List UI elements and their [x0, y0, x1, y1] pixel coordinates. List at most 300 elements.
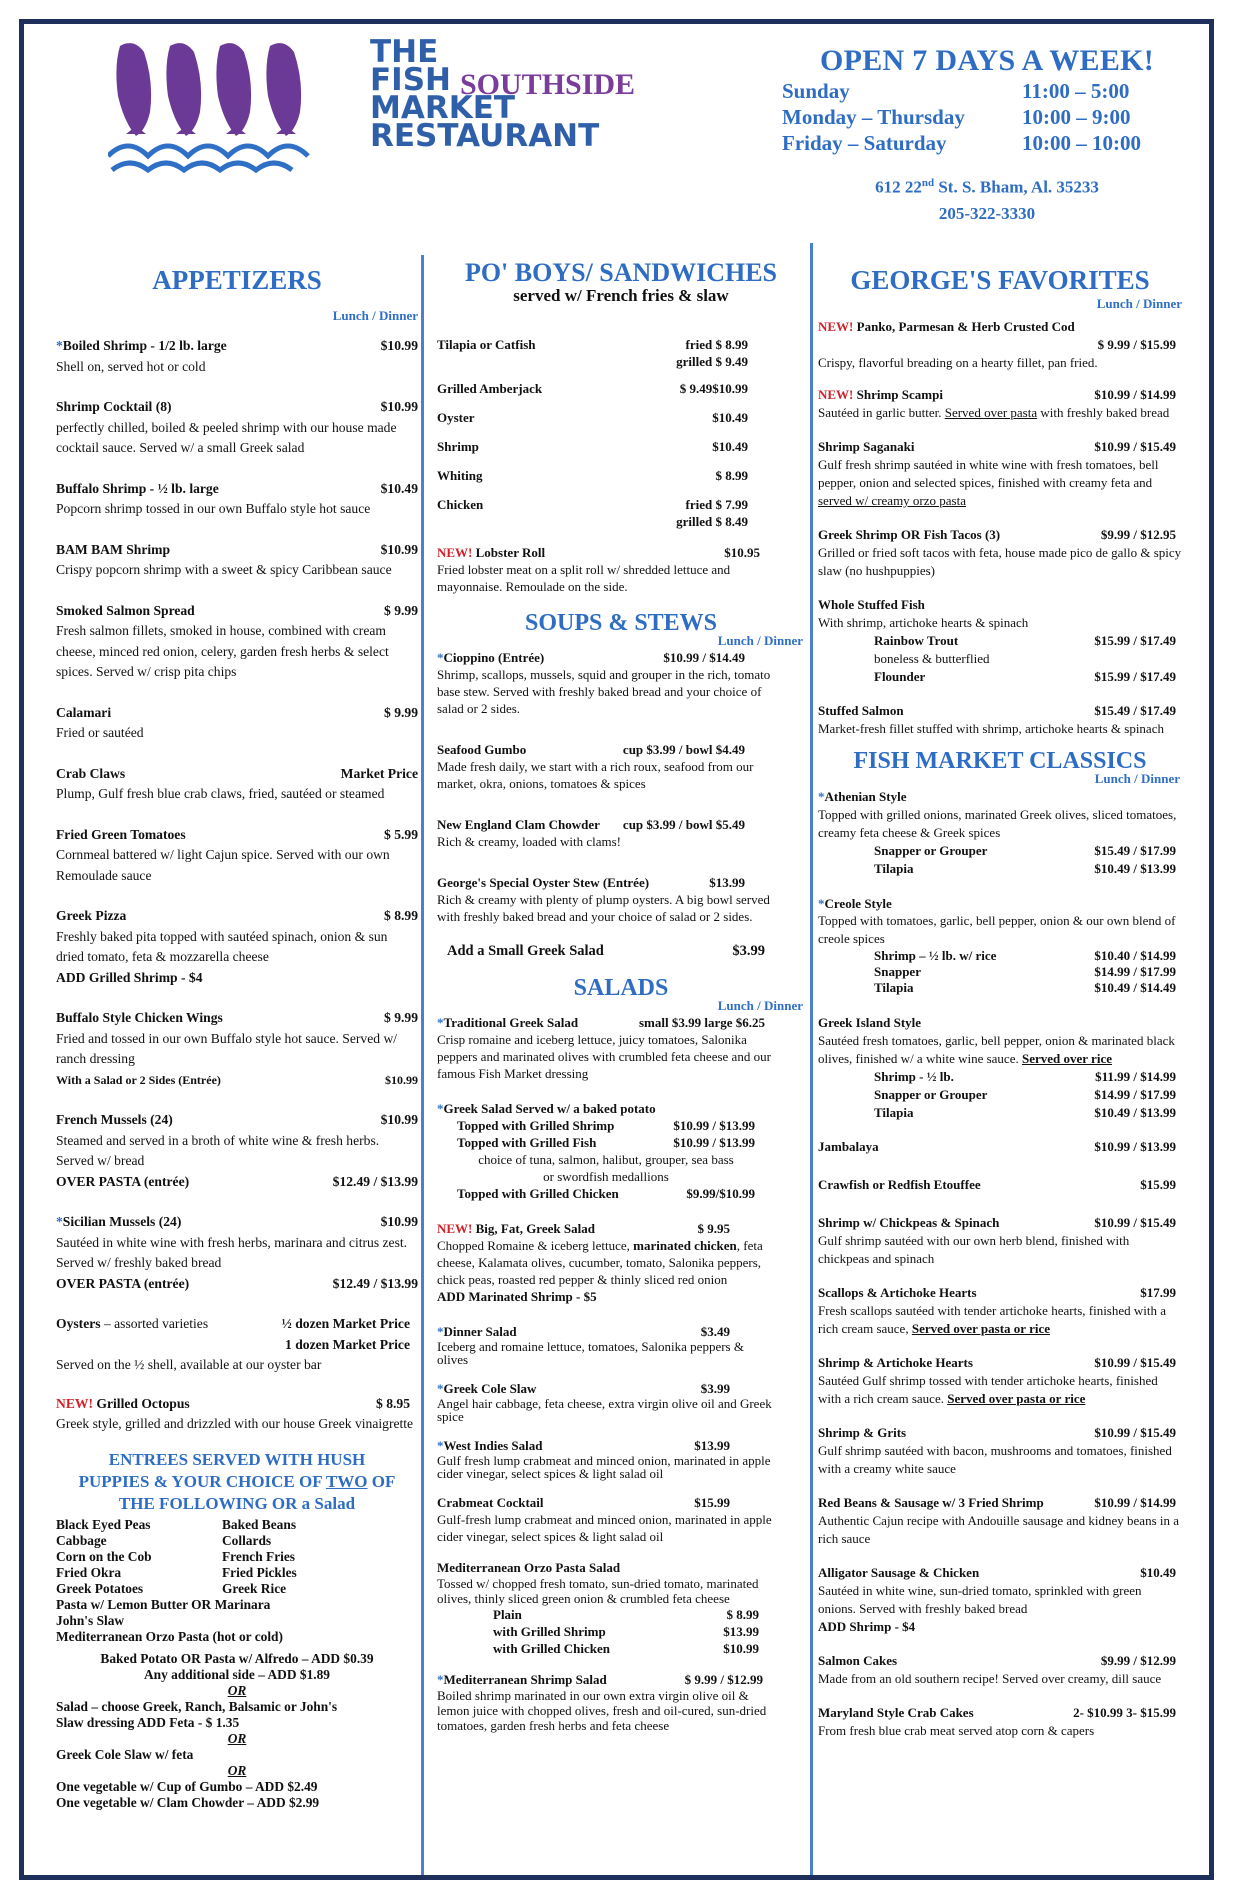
price-row-label: OVER PASTA (entrée): [56, 1173, 190, 1189]
menu-item-header: [56, 906, 418, 927]
menu-item-header: [437, 816, 775, 833]
menu-item-header: [818, 1354, 1182, 1372]
menu-item-header: [818, 1284, 1182, 1302]
menu-item-price: $10.99 / $14.99: [1094, 1495, 1176, 1510]
menu-item-description: Greek style, grilled and drizzled with our house Greek vinaigrette: [56, 1416, 414, 1431]
price-row-label: Tilapia: [874, 861, 914, 876]
menu-item-header: [437, 1323, 775, 1340]
menu-item-description: Fried lobster meat on a split roll w/ shredded lettuce and mayonnaise. Remoulade on the side.: [437, 562, 731, 594]
price-row: [56, 1070, 418, 1091]
price-row-label: with Grilled Shrimp: [493, 1624, 606, 1639]
soups-lunch-dinner: Lunch / Dinner: [717, 633, 803, 648]
poboy-item: [437, 496, 805, 530]
appetizer-item: [56, 703, 418, 744]
star-mark: *: [818, 896, 825, 911]
logo-southside: SOUTHSIDE: [460, 68, 636, 101]
menu-item-header: [818, 1214, 1182, 1232]
classic-item: [818, 1014, 1182, 1122]
menu-item-price: $10.99 / $14.99: [1094, 387, 1176, 402]
menu-item-description: Made from an old southern recipe! Served over creamy, dill sauce: [818, 1671, 1162, 1686]
fish-logo-icon: [108, 38, 358, 188]
menu-item-price-alt: grilled $ 8.49: [676, 514, 748, 529]
menu-item-name: Stuffed Salmon: [818, 703, 904, 718]
menu-item-name: BAM BAM Shrimp: [56, 541, 171, 557]
menu-item-price: $ 8.99: [715, 468, 748, 483]
menu-item-price: $ 9.49$10.99: [679, 381, 748, 396]
menu-item-name: Boiled Shrimp - 1/2 lb. large: [62, 338, 227, 353]
price-row: [56, 1274, 418, 1295]
poboys-subtitle: served w/ French fries & slaw: [513, 286, 729, 305]
menu-item-name: Greek Island Style: [818, 1015, 922, 1030]
appetizer-item: [56, 540, 418, 581]
price-row-label: Plain: [493, 1607, 522, 1622]
menu-item-name: Jambalaya: [818, 1139, 879, 1154]
menu-item-header: [56, 397, 418, 418]
menu-item-price: $10.95: [724, 545, 760, 560]
price-row-price: $14.99 / $17.99: [1094, 1087, 1176, 1102]
menu-item-description: Popcorn shrimp tossed in our own Buffalo style hot sauce: [56, 501, 371, 516]
menu-item-price: small $3.99 large $6.25: [638, 1015, 765, 1030]
poboy-item: [437, 409, 805, 426]
side-item: Baked Beans: [222, 1516, 297, 1532]
highlight: marinated chicken: [633, 1238, 737, 1253]
menu-item-header: [56, 479, 418, 500]
menu-item-header: [818, 1176, 1182, 1194]
addon-line: Greek Cole Slaw w/ feta: [56, 1746, 194, 1762]
menu-item-price: $10.49: [712, 410, 748, 425]
menu-item-name: Whole Stuffed Fish: [818, 597, 925, 612]
classic-item: [818, 1354, 1182, 1408]
price-row-price: $11.99 / $14.99: [1095, 1069, 1176, 1084]
underlined-note: Served over pasta or rice: [911, 1321, 1050, 1336]
price-row-label: Shrimp - ½ lb.: [874, 1069, 954, 1084]
hours-day: Monday – Thursday: [782, 105, 965, 129]
classic-item: [818, 1424, 1182, 1478]
menu-item-description: With shrimp, artichoke hearts & spinach: [818, 615, 1029, 630]
favorite-item: [818, 318, 1182, 372]
price-row-price: $10.99: [723, 1641, 759, 1656]
menu-item-price: $10.99: [380, 1214, 418, 1229]
menu-item-description: Fresh scallops sautéed with tender artichoke hearts, finished with a rich cream sauce, Served over pasta or rice: [818, 1303, 1167, 1336]
star-mark: *: [56, 338, 63, 353]
menu-item-description: Fresh salmon fillets, smoked in house, combined with cream cheese, minced red onion, celery, garden fresh herbs & select spices. Served w/ crisp pita chips: [56, 623, 389, 679]
poboy-item: [437, 336, 805, 370]
menu-item-name: Greek Salad Served w/ a baked potato: [443, 1101, 656, 1116]
classic-item: [818, 896, 1182, 996]
menu-item-header: [818, 1424, 1182, 1442]
new-badge: NEW!: [818, 387, 854, 402]
menu-item-header: [437, 1220, 775, 1237]
menu-item-description: Made fresh daily, we start with a rich roux, seafood from our market, okra, onions, tomatoes & spices: [437, 759, 754, 791]
classics-lunch-dinner: Lunch / Dinner: [1094, 771, 1180, 786]
underlined-note: Served over pasta: [944, 405, 1038, 420]
menu-item-name: Cioppino (Entrée): [443, 650, 545, 665]
side-item: Greek Potatoes: [56, 1580, 144, 1596]
menu-item-name: Panko, Parmesan & Herb Crusted Cod: [853, 319, 1075, 334]
price-row-price: $ 8.99: [726, 1607, 759, 1622]
menu-item-description: Crisp romaine and iceberg lettuce, juicy tomatoes, Salonika peppers and marinated olives with crumbled feta cheese and our famous Fish Market dressing: [437, 1032, 771, 1081]
side-item: Greek Rice: [222, 1580, 287, 1596]
menu-item-price: $ 9.99: [384, 1010, 418, 1025]
hours-time: 11:00 – 5:00: [1022, 79, 1130, 103]
classic-item: [818, 1564, 1182, 1636]
oysters-item: [56, 1314, 418, 1376]
menu-item-price: $10.99 / $15.49: [1094, 1355, 1176, 1370]
menu-item-name: Chicken: [437, 497, 484, 512]
price-row: [818, 632, 1182, 650]
menu-item-name: Big, Fat, Greek Salad: [472, 1221, 595, 1236]
menu-item-name: Shrimp & Artichoke Hearts: [818, 1355, 973, 1370]
soup-item: [437, 741, 805, 792]
poboys-title: PO' BOYS/ SANDWICHES: [464, 258, 778, 287]
sides-list: [56, 1517, 418, 1645]
entrees-sides: [56, 1449, 418, 1811]
menu-item-description: Boiled shrimp marinated in our own extra virgin olive oil & lemon juice with chopped olives, fresh and oil-cured, sun-dried tomatoes, garden fresh herbs and feta cheese: [437, 1688, 767, 1733]
poboy-item: [437, 380, 805, 397]
menu-item-header: [818, 438, 1182, 456]
menu-item-description: Rich & creamy with plenty of plump oysters. A big bowl served with freshly baked bread and your choice of salad or 2 sides.: [437, 892, 770, 924]
side-item: John's Slaw: [56, 1612, 125, 1628]
menu-item-description: Sautéed in garlic butter. Served over pasta with freshly baked bread: [818, 405, 1170, 420]
menu-item-name: Alligator Sausage & Chicken: [818, 1565, 980, 1580]
add-greek-salad: [437, 943, 805, 960]
menu-item-name: West Indies Salad: [443, 1438, 543, 1453]
menu-item-header: [56, 1110, 418, 1131]
sub-note: boneless & butterflied: [874, 651, 990, 666]
menu-item-price: $15.99: [694, 1495, 730, 1510]
menu-item-name: Shrimp Scampi: [853, 387, 943, 402]
menu-item-name: Sicilian Mussels (24): [62, 1214, 182, 1229]
price-row-price: $15.49 / $17.99: [1094, 843, 1176, 858]
price-row: [818, 964, 1182, 980]
menu-item-name: Shrimp Cocktail (8): [56, 399, 172, 414]
salad-item: [437, 1220, 805, 1305]
side-item: Black Eyed Peas: [56, 1516, 151, 1532]
salad-item: [437, 1380, 805, 1423]
menu-item-name: Mediterranean Orzo Pasta Salad: [437, 1560, 621, 1575]
price-row-label: Snapper or Grouper: [874, 843, 988, 858]
sides-row: [56, 1517, 418, 1533]
star-mark: *: [437, 1672, 444, 1687]
side-item: Pasta w/ Lemon Butter OR Marinara: [56, 1596, 271, 1612]
menu-item-description: Topped with tomatoes, garlic, bell pepper, onion & our own blend of creole spices: [818, 913, 1176, 946]
menu-item-description: Steamed and served in a broth of white wine & fresh herbs. Served w/ bread: [56, 1132, 380, 1168]
logo-the: THE: [370, 34, 439, 70]
column-divider-left: [421, 255, 424, 1875]
sides-row: [56, 1565, 418, 1581]
price-row-label: Topped with Grilled Shrimp: [457, 1118, 615, 1133]
menu-item-description: Crispy popcorn shrimp with a sweet & spicy Caribbean sauce: [56, 562, 392, 577]
menu-item-description: Shrimp, scallops, mussels, squid and grouper in the rich, tomato base stew. Served with freshly baked bread and your choice of salad or 2 sides.: [437, 667, 771, 716]
menu-item-description: perfectly chilled, boiled & peeled shrimp with our house made cocktail sauce. Served w/ a small Greek salad: [56, 419, 397, 455]
menu-item-description: Tossed w/ chopped fresh tomato, sun-dried tomato, marinated olives, thinly sliced green onion & crumbled feta cheese: [437, 1576, 759, 1606]
appetizer-item: [56, 479, 418, 520]
appetizer-item: [56, 336, 418, 377]
side-item: Fried Pickles: [222, 1564, 297, 1580]
menu-item-name: Shrimp & Grits: [818, 1425, 907, 1440]
georges-title: GEORGE'S FAVORITES: [850, 265, 1150, 295]
price-row-label: Tilapia: [874, 1105, 914, 1120]
price-row-label: Snapper or Grouper: [874, 1087, 988, 1102]
menu-item-name: Crabmeat Cocktail: [437, 1495, 544, 1510]
menu-item-description: Sautéed Gulf shrimp tossed with tender artichoke hearts, finished with a rich cream sauce. Served over pasta or rice: [818, 1373, 1158, 1406]
menu-item-header: [56, 1314, 418, 1335]
appetizers-lunch-dinner: Lunch / Dinner: [332, 308, 418, 323]
salad-item: [437, 1559, 805, 1657]
menu-item-name: Salmon Cakes: [818, 1653, 898, 1668]
salad-item: [437, 1437, 805, 1480]
new-badge: NEW!: [437, 545, 473, 560]
side-item: Corn on the Cob: [56, 1548, 152, 1564]
menu-item-header: [818, 1564, 1182, 1582]
appetizer-item: [56, 825, 418, 887]
hours-day: Sunday: [782, 79, 850, 103]
menu-item-price: $10.49: [380, 480, 418, 496]
menu-item-header: [818, 386, 1182, 404]
menu-item-name: Shrimp Saganaki: [818, 439, 915, 454]
side-item: Cabbage: [56, 1532, 107, 1548]
star-mark: *: [437, 1381, 444, 1396]
menu-item-name: Fried Green Tomatoes: [56, 826, 186, 842]
price-row-label: Snapper: [874, 964, 921, 979]
menu-item-header: [818, 318, 1182, 336]
lobster-item: [437, 544, 805, 595]
menu-item-description: Iceberg and romaine lettuce, tomatoes, Salonika peppers & olives: [437, 1339, 744, 1367]
menu-item-price: $9.99 / $12.99: [1100, 1653, 1176, 1668]
menu-item-name: Greek Shrimp OR Fish Tacos (3): [818, 527, 1001, 542]
menu-item-header: [818, 526, 1182, 544]
menu-item-header: [818, 1138, 1182, 1156]
menu-item-name: Buffalo Shrimp - ½ lb. large: [56, 480, 219, 496]
add-on: ADD Grilled Shrimp - $4: [56, 969, 203, 985]
menu-item-name: Smoked Salmon Spread: [56, 602, 195, 618]
menu-item-name: Grilled Amberjack: [437, 381, 543, 396]
classic-item: [818, 1494, 1182, 1548]
menu-item-price: $3.99: [700, 1381, 730, 1396]
menu-item-price: $10.99: [380, 541, 418, 557]
add-on: ADD Marinated Shrimp - $5: [437, 1289, 597, 1304]
classic-item: [818, 1652, 1182, 1688]
menu-item-price: $13.99: [709, 875, 745, 890]
classic-item: [818, 788, 1182, 878]
classic-item: [818, 1284, 1182, 1338]
price-row-price: $12.49 / $13.99: [332, 1275, 418, 1291]
menu-item-price: $ 9.99: [384, 704, 418, 720]
side-item: Fried Okra: [56, 1564, 122, 1580]
logo: [108, 34, 668, 188]
menu-item-description: Grilled or fried soft tacos with feta, house made pico de gallo & spicy slaw (no hushpuppies): [818, 545, 1182, 578]
menu-item-price: $10.99 / $15.49: [1094, 1215, 1176, 1230]
salads-lunch-dinner: Lunch / Dinner: [717, 998, 803, 1013]
menu-item-name: Greek Cole Slaw: [443, 1381, 537, 1396]
price-dozen: 1 dozen Market Price: [285, 1336, 410, 1352]
logo-fish: FISH: [370, 62, 451, 98]
menu-item-price: $17.99: [1140, 1285, 1176, 1300]
menu-item-description: From fresh blue crab meat served atop corn & capers: [818, 1723, 1095, 1738]
add-on: ADD Shrimp - $4: [818, 1619, 916, 1634]
price-row: [818, 860, 1182, 878]
octopus-item: [56, 1394, 418, 1435]
menu-item-price: $10.99: [380, 338, 418, 353]
add-salad-price: $3.99: [732, 943, 765, 959]
price-row: [437, 1623, 775, 1640]
menu-item-description: Shell on, served hot or cold: [56, 358, 206, 374]
appetizer-item: [56, 906, 418, 988]
addon-line: One vegetable w/ Cup of Gumbo – ADD $2.49: [56, 1778, 318, 1794]
appetizer-item: [56, 764, 418, 805]
hours-day: Friday – Saturday: [782, 131, 947, 155]
menu-item-header: [56, 764, 418, 785]
menu-item-header: [437, 1014, 775, 1031]
menu-item-price: cup $3.99 / bowl $5.49: [622, 817, 745, 832]
salad-item: [437, 1014, 805, 1082]
addon-line: Any additional side – ADD $1.89: [143, 1666, 331, 1682]
price-row: [437, 1640, 775, 1657]
menu-item-name: Scallops & Artichoke Hearts: [818, 1285, 977, 1300]
addon-line: Baked Potato OR Pasta w/ Alfredo – ADD $0.39: [100, 1650, 374, 1666]
side-item: French Fries: [222, 1548, 296, 1564]
entrees-title-2: PUPPIES & YOUR CHOICE OF TWO OF: [78, 1471, 396, 1491]
salad-item: [437, 1671, 805, 1733]
menu-item-name: French Mussels (24): [56, 1112, 173, 1127]
menu-item-price: $ 8.99: [384, 908, 418, 923]
classic-item: [818, 1214, 1182, 1268]
price-row: [56, 1172, 418, 1193]
menu-item-name: Mediterranean Shrimp Salad: [443, 1672, 607, 1687]
menu-item-description: Freshly baked pita topped with sautéed spinach, onion & sun dried tomato, feta & mozzarella cheese: [56, 928, 388, 964]
menu-item-name: Shrimp: [437, 439, 479, 454]
classic-item: [818, 1138, 1182, 1156]
menu-item-description: Authentic Cajun recipe with Andouille sausage and kidney beans in a rich sauce: [818, 1513, 1180, 1546]
new-badge: NEW!: [818, 319, 854, 334]
entrees-title-two: TWO: [325, 1471, 368, 1491]
menu-item-price: $ 9.95: [697, 1221, 730, 1236]
menu-item-price: $10.49: [712, 439, 748, 454]
choice-note: or swordfish medallions: [543, 1169, 669, 1184]
menu-item-name: Whiting: [437, 468, 483, 483]
menu-item-price: $10.99 / $15.49: [1094, 1425, 1176, 1440]
price-half-dozen: ½ dozen Market Price: [281, 1316, 410, 1331]
menu-item-header: [56, 1008, 418, 1029]
sides-row: [56, 1581, 418, 1597]
logo-restaurant: RESTAURANT: [370, 118, 600, 154]
menu-item-price-alt: grilled $ 9.49: [676, 354, 748, 369]
price-row-price: $12.49 / $13.99: [332, 1173, 418, 1189]
menu-item-description: Rich & creamy, loaded with clams!: [437, 834, 621, 849]
menu-item-description: Fried and tossed in our own Buffalo style hot sauce. Served w/ ranch dressing: [56, 1030, 398, 1066]
menu-item-header: [56, 601, 418, 622]
menu-item-price: $10.99 / $15.49: [1094, 439, 1176, 454]
price-row: [437, 1117, 775, 1134]
sides-row: [56, 1549, 418, 1565]
price-row-price: $10.99: [385, 1072, 418, 1087]
entrees-title-3: THE FOLLOWING OR a Salad: [118, 1493, 356, 1513]
choice-note: choice of tuna, salmon, halibut, grouper, sea bass: [478, 1152, 734, 1167]
column-divider-right: [810, 243, 813, 1875]
side-item: Collards: [222, 1532, 272, 1548]
price-row-price: $10.99 / $13.99: [673, 1118, 755, 1133]
price-row-price: $15.99 / $17.49: [1094, 669, 1176, 684]
price-row-label: with Grilled Chicken: [493, 1641, 611, 1656]
menu-item-name: Dinner Salad: [443, 1324, 517, 1339]
menu-item-price: $13.99: [694, 1438, 730, 1453]
logo-market: MARKET: [370, 90, 516, 126]
menu-item-price: Market Price: [340, 765, 418, 781]
menu-item-header: [56, 1394, 418, 1415]
star-mark: *: [437, 1101, 444, 1116]
menu-item-name: Crawfish or Redfish Etouffee: [818, 1177, 981, 1192]
favorite-item: [818, 702, 1182, 738]
underlined-note: Served over rice: [1021, 1051, 1112, 1066]
menu-item-header: [818, 702, 1182, 720]
price-row: [437, 1134, 775, 1151]
menu-item-header: [818, 1704, 1182, 1722]
menu-item-price: $15.99: [1140, 1177, 1176, 1192]
side-item: Mediterranean Orzo Pasta (hot or cold): [56, 1628, 283, 1644]
menu-item-header: [56, 825, 418, 846]
menu-item-header: [437, 544, 805, 561]
soups-title: SOUPS & STEWS: [524, 610, 718, 636]
price-row-price: $10.99 / $13.99: [673, 1135, 755, 1150]
georges-lunch-dinner: Lunch / Dinner: [1096, 296, 1182, 311]
menu-item-price: $ 9.99 / $15.99: [1097, 337, 1176, 352]
price-row: [818, 948, 1182, 964]
appetizer-item: [56, 1110, 418, 1192]
menu-item-description: Sautéed in white wine with fresh herbs, marinara and citrus zest. Served w/ freshly baked bread: [56, 1234, 408, 1270]
menu-item-description: Gulf shrimp sautéed with bacon, mushrooms and tomatoes, finished with a creamy white sauce: [818, 1443, 1172, 1476]
price-row-label: Shrimp – ½ lb. w/ rice: [874, 948, 997, 963]
price-row: [437, 1606, 775, 1623]
menu-item-description: Cornmeal battered w/ light Cajun spice. Served with our own Remoulade sauce: [56, 847, 390, 883]
price-row-label: Topped with Grilled Fish: [457, 1135, 597, 1150]
menu-item-header: [818, 596, 1182, 614]
underlined-note: served w/ creamy orzo pasta: [818, 493, 966, 508]
menu-item-name: Tilapia or Catfish: [437, 337, 536, 352]
menu-item-price: $9.99 / $12.95: [1100, 527, 1176, 542]
menu-item-price: $10.99: [380, 399, 418, 414]
menu-item-header: [818, 896, 1182, 912]
menu-item-description: Market-fresh fillet stuffed with shrimp, artichoke hearts & spinach: [818, 721, 1164, 736]
price-row-price: $9.99/$10.99: [686, 1186, 755, 1201]
classics-title: FISH MARKET CLASSICS: [853, 748, 1147, 774]
or-divider: OR: [227, 1730, 247, 1746]
hours-row: [782, 78, 1192, 104]
salad-item: [437, 1100, 805, 1202]
menu-item-description: Topped with grilled onions, marinated Greek olives, sliced tomatoes, creamy feta cheese & Greek spices: [818, 807, 1177, 840]
phone: 205-322-3330: [938, 203, 1036, 223]
menu-item-price: $ 9.99: [384, 602, 418, 618]
hours-time: 10:00 – 10:00: [1022, 131, 1141, 155]
menu-item-description: Fried or sautéed: [56, 725, 144, 740]
menu-item-name: Athenian Style: [824, 789, 907, 804]
menu-item-name: Shrimp w/ Chickpeas & Spinach: [818, 1215, 1000, 1230]
menu-item-description: Gulf-fresh lump crabmeat and minced onion, marinated in apple cider vinegar, select spices & light salad oil: [437, 1512, 772, 1544]
menu-item-header: [56, 336, 418, 357]
poboy-item: [437, 438, 805, 455]
menu-item-description: Plump, Gulf fresh blue crab claws, fried, sautéed or steamed: [56, 786, 385, 801]
menu-item-price: $10.99 / $13.99: [1094, 1139, 1176, 1154]
soup-item: [437, 816, 805, 850]
soup-item: [437, 874, 805, 925]
price-row: [818, 980, 1182, 996]
star-mark: *: [437, 1015, 444, 1030]
menu-item-description: Gulf shrimp sautéed with our own herb blend, finished with chickpeas and spinach: [818, 1233, 1130, 1266]
menu-item-description: Sautéed in white wine, sun-dried tomato, sprinkled with green onions. Served with freshly baked bread: [818, 1583, 1142, 1616]
price-row-label: Flounder: [874, 669, 926, 684]
appetizer-item: [56, 397, 418, 459]
menu-item-description: Chopped Romaine & iceberg lettuce, marinated chicken, feta cheese, Kalamata olives, cucumber, tomato, Salonika peppers, chick peas, roasted red pepper & thinly sliced red onion: [437, 1238, 763, 1287]
price-row: [818, 842, 1182, 860]
